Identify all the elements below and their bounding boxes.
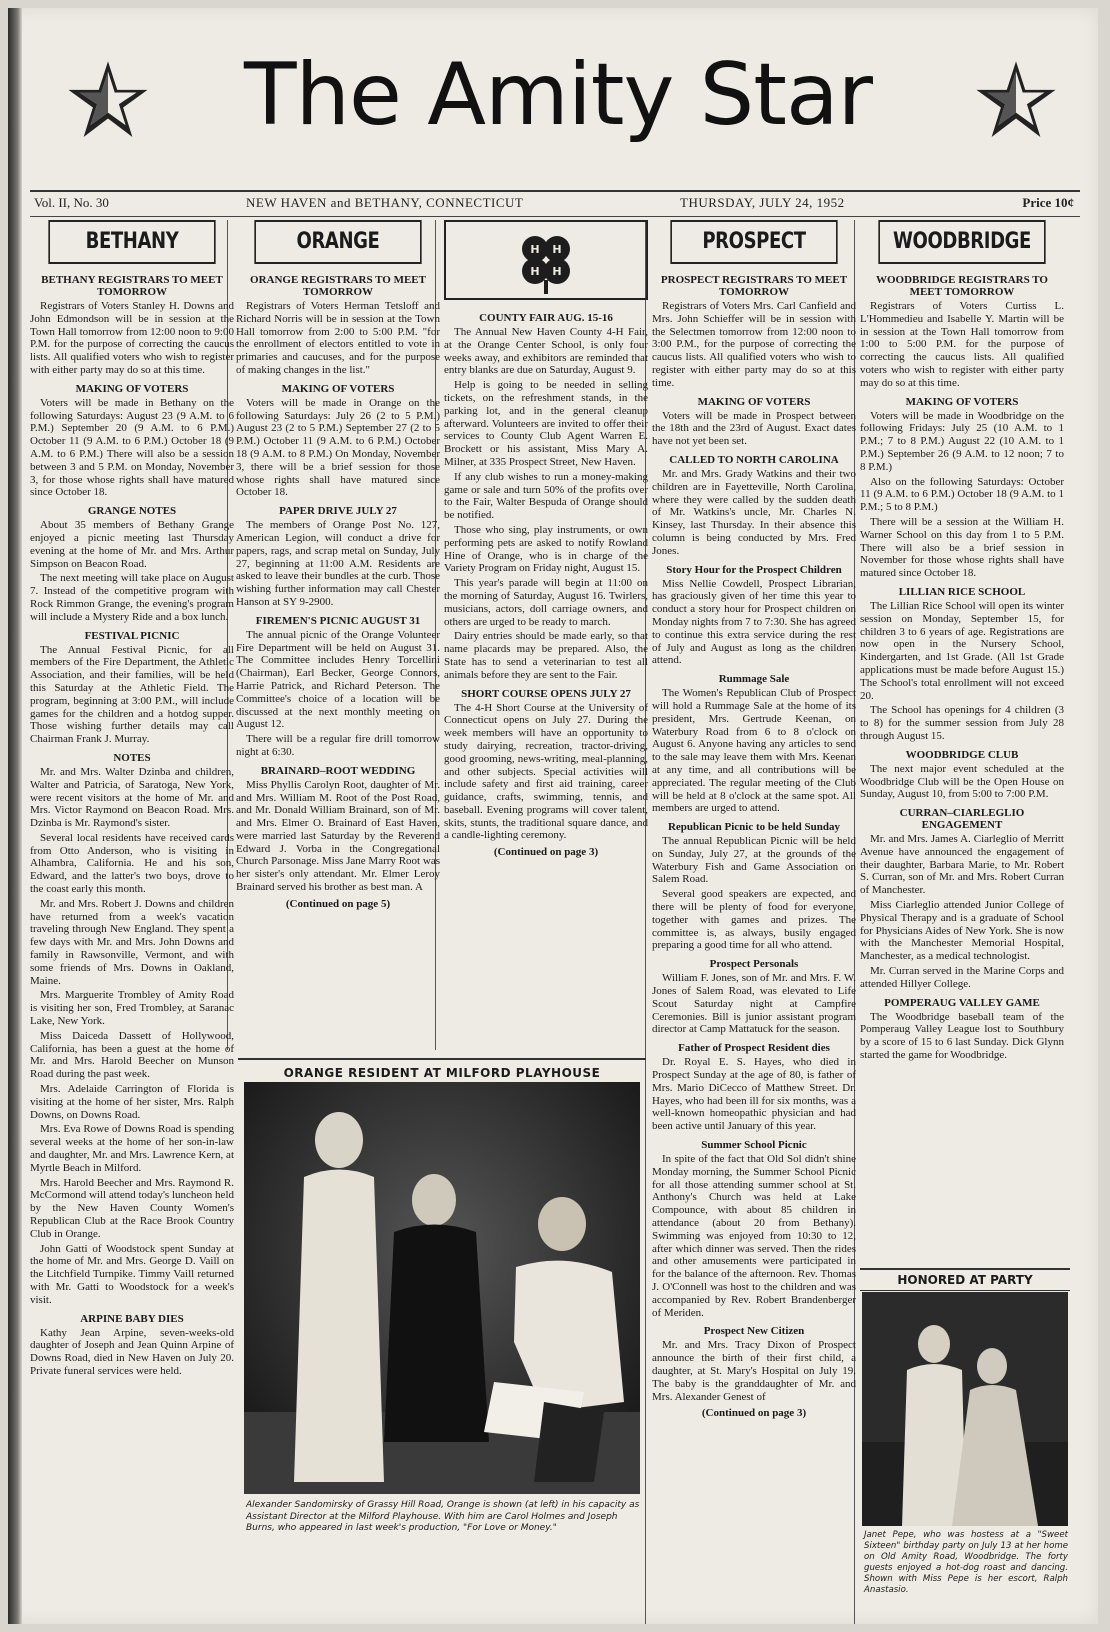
newspaper-page	[8, 8, 1098, 1624]
headline: Rummage Sale	[718, 673, 790, 686]
article-text: Also on the following Saturdays: October 11 (9 A.M. to 6 P.M.) October 18 (9 A.M. to 1 P.M.; 5 to 8 P.M.)	[860, 475, 1064, 514]
article-text: Miss Daiceda Dassett of Hollywood, California, has been a guest at the home of Mr. and Mrs. Harold Beecher on Munson Road during the past week.	[30, 1029, 234, 1081]
headline: GRANGE NOTES	[87, 505, 177, 518]
article-text: The members of Orange Post No. 127, American Legion, will conduct a drive for papers, rags, and scrap metal on Sunday, July 27, beginning at 11:00 A.M. Residents are asked to leave their bundles at the curb. Those wishing further information may call Chester Hanson at SY 9-2900.	[236, 519, 440, 608]
headline: PAPER DRIVE JULY 27	[279, 505, 397, 518]
article-text: The annual Republican Picnic will be held on Sunday, July 27, at the grounds of the Waterbury Fish and Game Association on Salem Road.	[652, 835, 856, 886]
article-text: The Lillian Rice School will open its winter session on Monday, September 15, for children 3 to 6 years of age. Registrations are now open in the Nursery School, Kindergarten, and 1st Grade. (All 1st Grade applications must be made before August 15.) The School's total enrollment will not exceed 20.	[860, 599, 1064, 702]
continued-note: (Continued on page 5)	[285, 897, 391, 910]
article-text: Mrs. Marguerite Trombley of Amity Road is visiting her son, Fred Trombley, at Saranac Lake, New York.	[30, 989, 234, 1028]
article-text: Registrars of Voters Herman Tetsloff and Richard Norris will be in session at the Town Hall tomorrow from 2:00 to 5:00 P.M. "for the enrollment of electors entitled to vote in primaries and caucuses, and for the purpose of making changes in the list."	[236, 300, 440, 376]
article-text: The Annual Festival Picnic, for all members of the Fire Department, the Athletic Association, and their families, will be held this Saturday at the Athletic Field. The program, beginning at 3:00 P.M., will include games for the children and a hotdog supper. Those wishing further details may call Chairman Frank J. Murray.	[30, 643, 234, 746]
headline: Prospect New Citizen	[703, 1325, 805, 1338]
headline: MAKING OF VOTERS	[697, 395, 811, 408]
article-text: Voters will be made in Prospect between the 18th and the 23rd of August. Exact dates have not yet been set.	[652, 409, 856, 448]
bethany-column	[30, 220, 234, 1624]
photo-caption: Janet Pepe, who was hostess at a "Sweet Sixteen" birthday party on July 13 at her home on Old Amity Road, Woodbridge. The forty guests enjoyed a hot-dog roast and dancing. Shown with Miss Pepe is her escort, Ralph Anastasio.	[864, 1530, 1068, 1595]
headline: NOTES	[113, 751, 151, 764]
issue-date: THURSDAY, JULY 24, 1952	[680, 195, 845, 210]
photo-headline: HONORED AT PARTY	[860, 1268, 1070, 1291]
article-text: Mr. and Mrs. Tracy Dixon of Prospect announce the birth of their first child, a daughter, at St. Mary's Hospital on July 19. The baby is the granddaughter of Mr. and Mrs. Alexander Genest of	[652, 1339, 856, 1403]
binding-edge	[8, 8, 22, 1624]
headline: SHORT COURSE OPENS JULY 27	[461, 687, 631, 700]
headline: PROSPECT REGISTRARS TO MEET TOMORROW	[660, 274, 848, 298]
section-heading: BETHANY	[48, 220, 215, 264]
article-text: The next meeting will take place on August 7. Instead of the competitive program with Rock Rimmon Grange, the evening's program will include a Mystery Ride and a box lunch.	[30, 572, 234, 623]
svg-text:H: H	[552, 243, 562, 256]
article-text: The Women's Republican Club of Prospect will hold a Rummage Sale at the home of its president, Mrs. Gertrude Keenan, on Waterbury Road from 6 to 8 o'clock on August 6. Anyone having any articles to send to the sale may leave them with Mrs. Keenan at any time, and all contributions will be appreciated. The regular meeting of the Club will be held at 8 o'clock at the same spot. All members are urged to attend.	[652, 687, 856, 815]
article-text: There will be a session at the William H. Warner School on this day from 1 to 5 P.M. There will also be a brief session in November for those whose rights shall have matured since October 18.	[860, 515, 1064, 580]
svg-text:H: H	[530, 243, 540, 256]
woodbridge-column	[860, 220, 1064, 1260]
article-text: Several local residents have received cards from Otto Anderson, who is visiting in Alhambra, California. He and his son, Edward, and the latter's two boys, drove to the coast early this month.	[30, 831, 234, 896]
headline: Summer School Picnic	[701, 1139, 807, 1152]
prospect-column	[652, 220, 856, 1624]
svg-text:H: H	[530, 265, 540, 278]
article-text: The 4-H Short Course at the University of Connecticut opens on July 27. During the week members will have an opportunity to study dairying, recreation, tractor-driving, good grooming, news-writing, meal-planning, and other subjects. Special activities will include safety and first aid training, career guidance, crafts, swimming, tennis, and baseball. Evening programs will cover talent, skits, stunts, the traditional square dance, and a candle-lighting ceremony.	[444, 701, 648, 842]
headline: LILLIAN RICE SCHOOL	[898, 585, 1026, 598]
article-text: Those who sing, play instruments, or own performing pets are asked to notify Rowland Hine of Orange, who is in charge of the Variety Program on Friday night, August 15.	[444, 523, 648, 575]
article-text: About 35 members of Bethany Grange enjoyed a picnic meeting last Thursday evening at the home of Mr. and Mrs. Arthur Simpson on Beacon Road.	[30, 519, 234, 570]
article-text: Mrs. Adelaide Carrington of Florida is visiting at the home of her sister, Mrs. Ralph Downs, on Downs Road.	[30, 1083, 234, 1121]
article-text: Mr. and Mrs. Grady Watkins and their two children are in Fayetteville, North Carolina, where they were called by the sudden death of Mr. Watkins's uncle, Mr. Charles N. Kinsey, last Thursday. In their absence this column is being conducted by Mrs. Fred Jones.	[652, 467, 856, 557]
article-text: Kathy Jean Arpine, seven-weeks-old daughter of Joseph and Jean Quinn Arpine of Downs Road, died in New Haven on July 20. Private funeral services were held.	[30, 1326, 234, 1377]
4h-column	[444, 220, 648, 1048]
article-text: Mr. and Mrs. Robert J. Downs and children have returned from a week's vacation traveling through New England. They spent a few days with Mr. and Mrs. John Downs and family in Rawsonville, Vermont, and with some friends of Mrs. Downs in Oakland, Maine.	[30, 897, 234, 987]
volume-number: Vol. II, No. 30	[34, 195, 109, 210]
headline: MAKING OF VOTERS	[905, 395, 1019, 408]
place: NEW HAVEN and BETHANY, CONNECTICUT	[246, 195, 524, 210]
article-text: Registrars of Voters Mrs. Carl Canfield and Mrs. John Schieffer will be in session with the Selectmen tomorrow from 12:00 noon to 3:00 P.M., for the purpose of correcting the caucus lists. All qualified voters who wish to register with either party may do so at this time.	[652, 300, 856, 389]
article-text: Registrars of Voters Curtiss L. L'Hommedieu and Isabelle Y. Martin will be in session at the Town Hall tomorrow from 1:00 to 5:00 P.M. for the purpose of correcting the caucus lists. All qualified voters who wish to register with either party may do so at this time.	[860, 300, 1064, 389]
photo-headline: ORANGE RESIDENT AT MILFORD PLAYHOUSE	[238, 1058, 646, 1080]
headline: CALLED TO NORTH CAROLINA	[669, 453, 839, 466]
headline: Prospect Personals	[709, 958, 799, 971]
svg-text:H: H	[552, 265, 562, 278]
photo-caption: Alexander Sandomirsky of Grassy Hill Road, Orange is shown (at left) in his capacity as Assistant Director at the Milford Playhouse. With him are Carol Holmes and Joseph Burns, who appeared in last week's production, "For Love or Money."	[246, 1500, 640, 1533]
headline: ORANGE REGISTRARS TO MEET TOMORROW	[250, 274, 426, 298]
article-text: Mrs. Eva Rowe of Downs Road is spending several weeks at the home of her son-in-law and daughter, Mr. and Mrs. Lawrence Kern, at Myrtle Beach in Milford.	[30, 1123, 234, 1174]
headline: WOODBRIDGE REGISTRARS TO MEET TOMORROW	[876, 274, 1048, 298]
article-text: The Woodbridge baseball team of the Pomperaug Valley League lost to Southbury by a score of 15 to 6 last Sunday. Dick Glynn started the game for Woodbridge.	[860, 1010, 1064, 1062]
section-heading: PROSPECT	[670, 220, 837, 264]
headline: COUNTY FAIR AUG. 15-16	[479, 312, 613, 324]
headline: MAKING OF VOTERS	[75, 382, 189, 395]
playhouse-photo	[244, 1082, 640, 1494]
article-text: There will be a regular fire drill tomorrow night at 6:30.	[236, 733, 440, 758]
article-text: Mr. Curran served in the Marine Corps and attended Hillyer College.	[860, 965, 1064, 990]
headline: ARPINE BABY DIES	[80, 1312, 184, 1325]
continued-note: (Continued on page 3)	[493, 846, 599, 859]
headline: FIREMEN'S PICNIC AUGUST 31	[255, 614, 421, 627]
article-text: Miss Nellie Cowdell, Prospect Librarian, has graciously given of her time this year to conduct a story hour for Prospect children on Monday nights from 7 to 7:30. She has agreed to continue this extra service during the rest of July and August as long as the children attend.	[652, 577, 856, 667]
article-text: Mr. and Mrs. James A. Ciarleglio of Merritt Avenue have announced the engagement of their daughter, Barbara Marie, to Mr. Robert S. Curran, son of Mr. and Mrs. Robert Curran of Manchester.	[860, 833, 1064, 897]
article-text: Several good speakers are expected, and there will be plenty of food for everyone, together with games and prizes. The committee is, as always, busily engaged preparing a good time for all who attend.	[652, 888, 856, 952]
section-heading: ORANGE	[254, 220, 421, 264]
headline: Story Hour for the Prospect Children	[666, 563, 842, 576]
article-text: The School has openings for 4 children (3 to 8) for the summer session from July 28 through August 15.	[860, 704, 1064, 742]
headline: FESTIVAL PICNIC	[84, 629, 180, 642]
star-icon	[66, 58, 150, 142]
article-text: Help is going to be needed in selling tickets, on the refreshment stands, in the parking lot, and in the general cleanup afterward. Volunteers are invited to offer their services to County Club Agent Warren E. Brockett or his assistant, Miss Mary A. Milner, at 335 Prospect Street, New Haven.	[444, 379, 648, 468]
article-text: Mr. and Mrs. Walter Dzinba and children, Walter and Patricia, of Saratoga, New York, were recent visitors at the home of Mr. and Mrs. Victor Raymond on Beacon Road. Mrs. Dzinba is Mr. Raymond's sister.	[30, 765, 234, 830]
headline: MAKING OF VOTERS	[281, 382, 395, 395]
4h-emblem	[444, 220, 648, 300]
article-text: This year's parade will begin at 11:00 on the morning of Saturday, August 16. Twirlers, musicians, actors, doll carriage owners, and others are urged to be ready to march.	[444, 577, 648, 628]
article-text: Dairy entries should be made early, so that name placards may be prepared. Also, the State has to send a veterinarian to test all animals before they are sent to the Fair.	[444, 630, 648, 681]
article-text: Registrars of Voters Stanley H. Downs and John Edmondson will be in session at the Town Hall tomorrow from 12:00 noon to 9:00 P.M. for the purpose of correcting the caucus lists. All qualified voters who wish to register with either party may do so at this time.	[30, 300, 234, 376]
star-icon	[974, 58, 1058, 142]
headline: POMPERAUG VALLEY GAME	[884, 996, 1040, 1009]
orange-column	[236, 220, 440, 1048]
masthead	[38, 38, 1078, 188]
headline: BRAINARD–ROOT WEDDING	[260, 764, 416, 777]
article-text: Voters will be made in Woodbridge on the following Fridays: July 25 (10 A.M. to 1 P.M.; 7 to 8 P.M.) August 22 (10 A.M. to 1 P.M.) September 26 (9 A.M. to 12 noon; 7 to 8 P.M.)	[860, 409, 1064, 473]
newspaper-title: The Amity Star	[243, 45, 873, 145]
dateline	[30, 190, 1080, 217]
article-text: Voters will be made in Bethany on the following Saturdays: August 23 (9 A.M. to 6 P.M.) September 20 (9 A.M. to 6 P.M.) October 11 (9 A.M. to 6 P.M.) October 18 (9 A.M. to 6 P.M.) There will also be a session between 3 and 5 P.M. on Monday, November 3, for those whose rights shall have matured since October 18.	[30, 396, 234, 499]
article-text: The annual picnic of the Orange Volunteer Fire Department will be held on August 31. The Committee includes Henry Torcellini (Chairman), Earl Becker, George Connors, Harrie Patrick, and Richard Peterson. The Committee's choice of a location will be discussed at the next monthly meeting on August 12.	[236, 628, 440, 731]
article-text: If any club wishes to run a money-making game or sale and turn 50% of the profits over to the Fair, Walter Bespuda of Orange should be notified.	[444, 470, 648, 522]
headline: Republican Picnic to be held Sunday	[667, 821, 841, 834]
party-photo	[862, 1292, 1068, 1526]
headline: CURRAN–CIARLEGLIO ENGAGEMENT	[899, 807, 1025, 832]
clover-icon	[511, 225, 581, 295]
article-text: Dr. Royal E. S. Hayes, who died in Prospect Sunday at the age of 80, is father of Mrs. Mario DiCecco of Matthew Street. Dr. Hayes, who had been ill for six months, was a well-known homeopathic physician and had been active until January of this year.	[652, 1056, 856, 1133]
section-heading: WOODBRIDGE	[878, 220, 1045, 264]
article-text: William F. Jones, son of Mr. and Mrs. F. W. Jones of Salem Road, was elevated to Life Scout Saturday night at Campfire Ceremonies. Bill is junior assistant program director at Camp Mattatuck for the season.	[652, 972, 856, 1036]
price: Price 10¢	[1022, 195, 1074, 210]
headline: BETHANY REGISTRARS TO MEET TOMORROW	[41, 274, 223, 298]
article-text: Mrs. Harold Beecher and Mrs. Raymond R. McCormond will attend today's luncheon held by the New Haven County Women's Republican Club at the Race Brook Country Club in Orange.	[30, 1176, 234, 1240]
article-text: Miss Phyllis Carolyn Root, daughter of Mr. and Mrs. William M. Root of the Post Road, and Mr. Donald William Brainard, son of Mr. and Mrs. Elmer O. Brainard of East Haven, were married last Saturday by the Reverend Edward J. Vorba in the Congregational Church Parsonage. Miss Jane Marry Root was her sister's only attendant. Mr. Elmer Leroy Brainard served his brother as best man. A	[236, 778, 440, 894]
article-text: In spite of the fact that Old Sol didn't shine Monday morning, the Summer School Picnic for all those attending summer school at St. Anthony's Church was held at Lake Compounce, with about 85 children in attendance (about 20 from Bethany). Swimming was enjoyed from 10:30 to 12, after which dinner was served. Then the rides and other amusements were participated in for the balance of the afternoon. Rev. Thomas J. O'Connell was host to the children and was accompanied by Rev. Robert Brandenberger of Meriden.	[652, 1153, 856, 1319]
article-text: Voters will be made in Orange on the following Saturdays: July 26 (2 to 5 P.M.) August 23 (2 to 5 P.M.) September 27 (2 to 5 P.M.) October 11 (9 A.M. to 6 P.M.) October 18 (9 A.M. to 8 P.M.) On Monday, November 3, there will be a brief session for those whose rights shall have matured since October 18.	[236, 396, 440, 499]
article-text: The Annual New Haven County 4-H Fair, at the Orange Center School, is only four weeks away, and exhibitors are reminded that entry blanks are due on Saturday, August 9.	[444, 326, 648, 377]
article-text: The next major event scheduled at the Woodbridge Club will be the Open House on Sunday, August 10, from 5:00 to 7:00 P.M.	[860, 762, 1064, 801]
continued-note: (Continued on page 3)	[701, 1407, 807, 1420]
article-text: John Gatti of Woodstock spent Sunday at the home of Mr. and Mrs. George D. Vaill on the Litchfield Turnpike. Timmy Vaill returned with Mr. Gatti to Woodstock for a week's visit.	[30, 1242, 234, 1306]
headline: WOODBRIDGE CLUB	[905, 748, 1019, 761]
headline: Father of Prospect Resident dies	[678, 1042, 830, 1055]
article-text: Miss Ciarleglio attended Junior College of Physical Therapy and is a graduate of School for Physicians Aides of New York. She is now with the Manchester Memorial Hospital, Manchester, as a medical technologist.	[860, 899, 1064, 963]
